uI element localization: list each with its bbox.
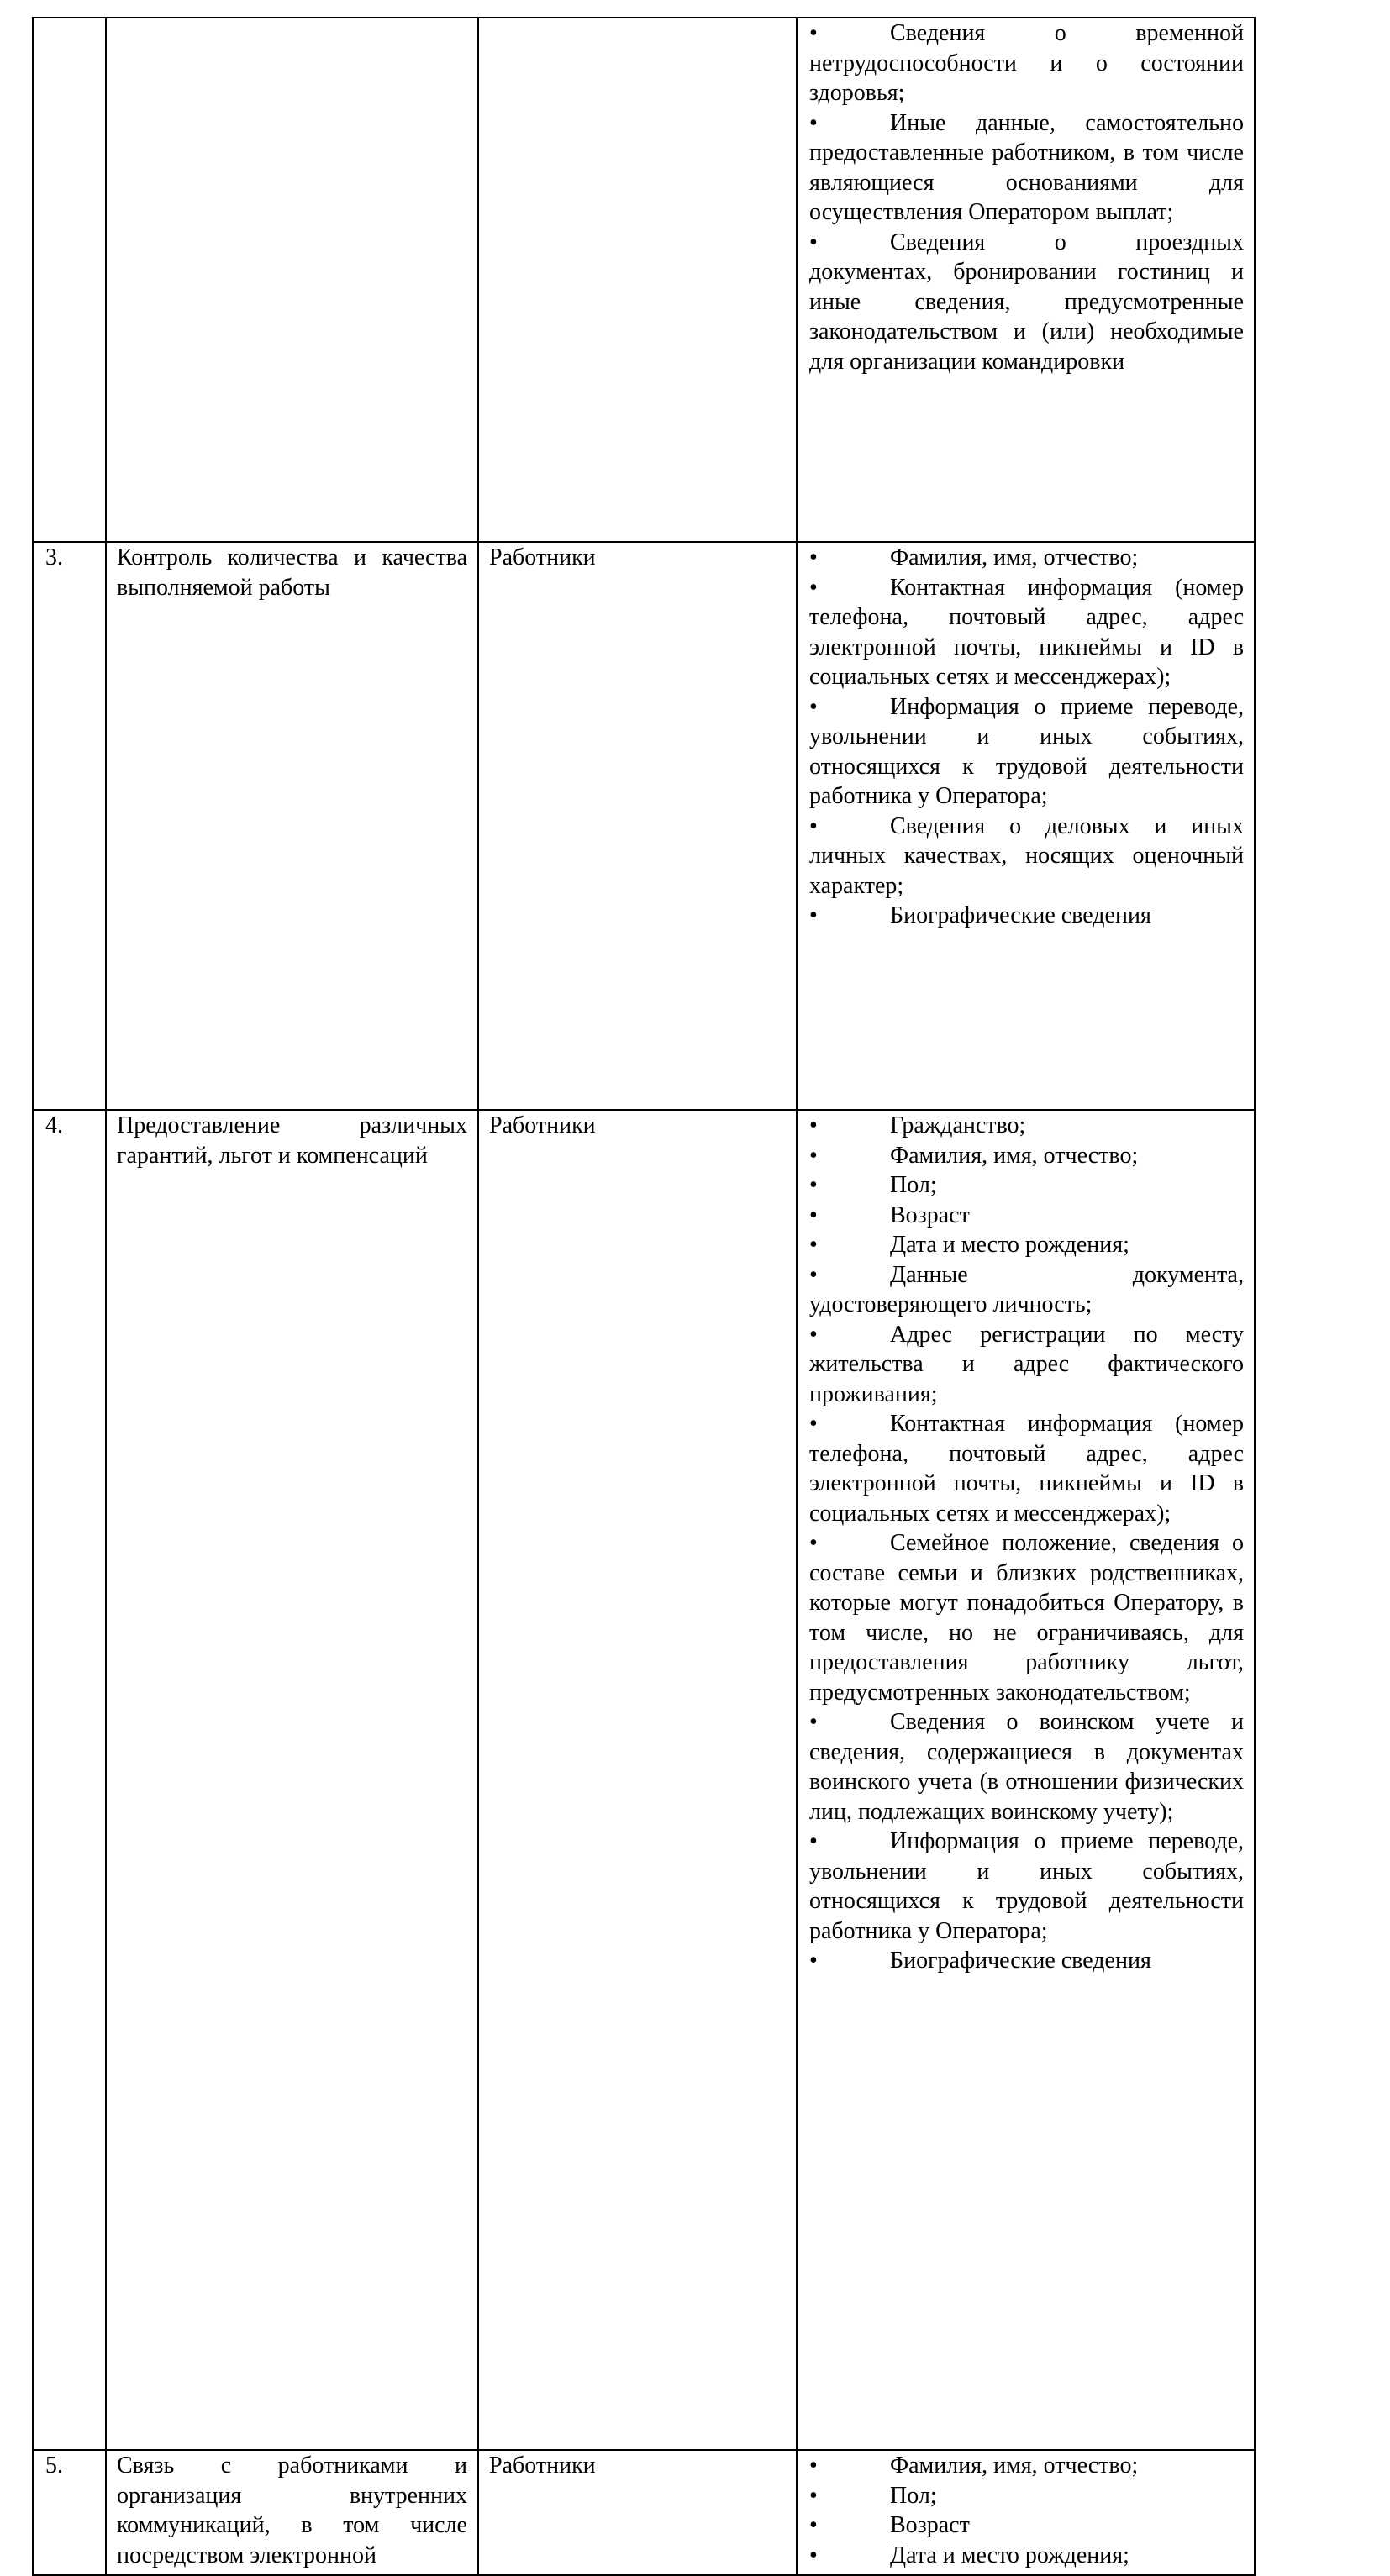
row-number: 3. [33, 542, 106, 1110]
list-item [809, 1230, 1244, 1260]
list-item [809, 1260, 1244, 1320]
processing-purpose: Контроль количества и качества выполняемой работы [106, 542, 478, 1110]
data-subjects: Работники [478, 1110, 797, 2450]
list-item [809, 2481, 1244, 2511]
bullet-icon: • [809, 109, 818, 136]
list-item-text: Фамилия, имя, отчество; [890, 2452, 1139, 2479]
row-number: 4. [33, 1110, 106, 2450]
list-item [809, 573, 1244, 692]
list-item [809, 1946, 1244, 1976]
processing-purpose: Предоставление различных гарантий, льгот и компенсаций [106, 1110, 478, 2450]
list-item-text: Сведения о проездных документах, бронировании гостиниц и иные сведения, предусмотренные законодательством и (или) необходимые для организации командировки [809, 229, 1244, 375]
list-item [809, 1827, 1244, 1946]
table-row [33, 542, 1255, 1110]
list-item-text: Сведения о воинском учете и сведения, содержащиеся в документах воинского учета (в отношении физических лиц, подлежащих воинскому учету); [809, 1709, 1244, 1825]
list-item-text: Сведения о временной нетрудоспособности и о состоянии здоровья; [809, 20, 1244, 106]
bullet-icon: • [809, 812, 818, 839]
bullet-icon: • [809, 1232, 818, 1258]
bullet-icon: • [809, 20, 818, 46]
list-item-text: Контактная информация (номер телефона, почтовый адрес, адрес электронной почты, никнеймы и ID в социальных сетях и мессенджерах); [809, 1411, 1244, 1527]
list-item-text: Данные документа, удостоверяющего личность; [809, 1261, 1244, 1317]
list-item-text: Гражданство; [890, 1112, 1026, 1138]
bullet-icon: • [809, 1321, 818, 1348]
list-item-text: Дата и место рождения; [890, 2542, 1129, 2568]
list-item-text: Пол; [890, 2482, 937, 2509]
bullet-icon: • [809, 229, 818, 255]
list-item-text: Иные данные, самостоятельно предоставленные работником, в том числе являющиеся основаниями для осуществления Оператором выплат; [809, 109, 1244, 225]
data-subjects: Работники [478, 542, 797, 1110]
list-item [809, 1170, 1244, 1201]
list-item [809, 1409, 1244, 1528]
table-row [33, 2450, 1255, 2575]
list-item [809, 692, 1244, 812]
data-categories [797, 2450, 1255, 2575]
processing-purpose [106, 18, 478, 542]
list-item [809, 228, 1244, 377]
bullet-icon: • [809, 1948, 818, 1974]
bullet-icon: • [809, 693, 818, 720]
bullet-icon: • [809, 2512, 818, 2538]
bullet-icon: • [809, 1709, 818, 1735]
list-item [809, 1111, 1244, 1141]
list-item [809, 1707, 1244, 1827]
list-item [809, 1320, 1244, 1410]
bullet-icon: • [809, 1201, 818, 1228]
list-item [809, 812, 1244, 902]
list-item [809, 543, 1244, 573]
list-item-text: Биографические сведения [890, 1948, 1151, 1974]
processing-purpose: Связь с работниками и организация внутренних коммуникаций, в том числе посредством электронной [106, 2450, 478, 2575]
table-row [33, 18, 1255, 542]
list-item-text: Адрес регистрации по месту жительства и адрес фактического проживания; [809, 1321, 1244, 1407]
bullet-icon: • [809, 2482, 818, 2509]
list-item-text: Фамилия, имя, отчество; [890, 544, 1139, 570]
list-item-text: Семейное положение, сведения о составе семьи и близких родственниках, которые могут понадобиться Оператору, в том числе, но не ограничиваясь, для предоставления работнику льгот, предусмотренных законодательством; [809, 1530, 1244, 1706]
bullet-icon: • [809, 2542, 818, 2568]
bullet-icon: • [809, 2452, 818, 2479]
list-item-text: Информация о приеме переводе, увольнении и иных событиях, относящихся к трудовой деятельности работника у Оператора; [809, 693, 1244, 809]
data-categories [797, 1110, 1255, 2450]
list-item [809, 1201, 1244, 1231]
data-subjects [478, 18, 797, 542]
list-item-text: Фамилия, имя, отчество; [890, 1142, 1139, 1169]
list-item-text: Биографические сведения [890, 902, 1151, 928]
list-item [809, 901, 1244, 931]
table-body [33, 18, 1255, 2575]
list-item [809, 1141, 1244, 1171]
bullet-icon: • [809, 1411, 818, 1437]
table-row [33, 1110, 1255, 2450]
data-categories [797, 18, 1255, 542]
list-item-text: Информация о приеме переводе, увольнении и иных событиях, относящихся к трудовой деятельности работника у Оператора; [809, 1828, 1244, 1944]
bullet-icon: • [809, 574, 818, 601]
bullet-icon: • [809, 1172, 818, 1198]
list-item-text: Возраст [890, 2512, 970, 2538]
bullet-icon: • [809, 1261, 818, 1288]
bullet-icon: • [809, 1112, 818, 1138]
list-item [809, 2510, 1244, 2541]
list-item [809, 108, 1244, 228]
list-item-text: Дата и место рождения; [890, 1232, 1129, 1258]
list-item-text: Контактная информация (номер телефона, почтовый адрес, адрес электронной почты, никнеймы и ID в социальных сетях и мессенджерах); [809, 574, 1244, 690]
bullet-icon: • [809, 544, 818, 570]
bullet-icon: • [809, 1142, 818, 1169]
data-categories [797, 542, 1255, 1110]
data-subjects: Работники [478, 2450, 797, 2575]
list-item-text: Сведения о деловых и иных личных качествах, носящих оценочный характер; [809, 812, 1244, 899]
row-number [33, 18, 106, 542]
list-item [809, 1528, 1244, 1707]
list-item [809, 2451, 1244, 2481]
personal-data-table [32, 17, 1256, 2576]
list-item [809, 18, 1244, 108]
bullet-icon: • [809, 1530, 818, 1556]
list-item [809, 2541, 1244, 2571]
bullet-icon: • [809, 1828, 818, 1854]
bullet-icon: • [809, 902, 818, 928]
list-item-text: Пол; [890, 1172, 937, 1198]
row-number: 5. [33, 2450, 106, 2575]
list-item-text: Возраст [890, 1201, 970, 1228]
